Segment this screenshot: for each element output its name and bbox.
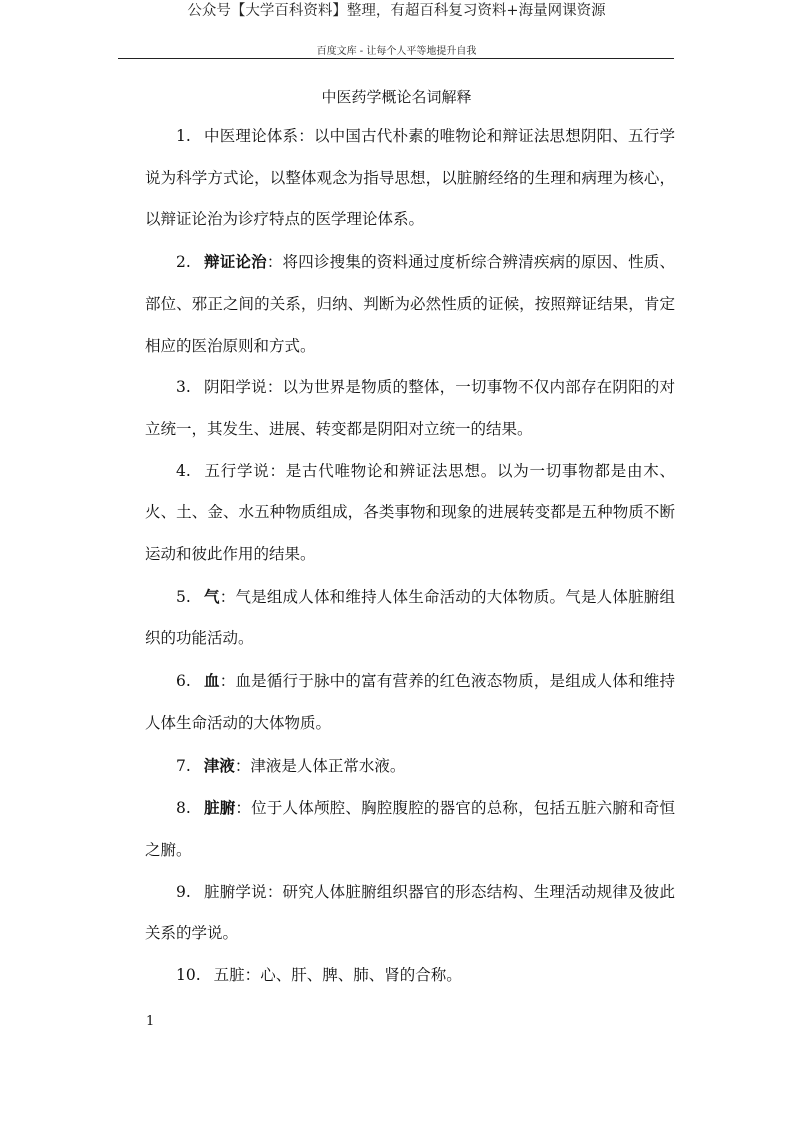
entry-number: 9.: [176, 882, 191, 901]
glossary-body: [145, 116, 675, 997]
top-banner: 公众号【大学百科资料】整理，有超百科复习资料+海量网课资源: [187, 3, 606, 19]
entry-separator: ：: [235, 799, 252, 818]
entry-definition: 以中国古代朴素的唯物论和辩证法思想阴阳、五行学说为科学方式论，以整体观念为指导思想，以脏腑经络的生理和病理为核心，以辩证论治为诊疗特点的医学理论体系。: [145, 127, 675, 229]
entry-term: 中医理论体系: [203, 127, 299, 145]
entry-separator: ：: [266, 378, 283, 397]
entry-definition: 将四诊搜集的资料通过度析综合辨清疾病的原因、性质、部位、邪正之间的关系，归纳、判断为必然性质的证候，按照辩证结果，肯定相应的医治原则和方式。: [145, 253, 675, 355]
glossary-entry: [145, 787, 675, 871]
entry-term: 脏腑: [203, 798, 236, 818]
glossary-entry: [145, 872, 675, 955]
entry-number: 10.: [176, 966, 201, 985]
glossary-entry: [145, 116, 675, 241]
glossary-entry: [145, 451, 675, 576]
entry-separator: ：: [219, 672, 236, 691]
entry-separator: ：: [266, 253, 283, 272]
entry-number: 7.: [176, 756, 191, 775]
entry-definition: 位于人体颅腔、胸腔腹腔的器官的总称，包括五脏六腑和奇恒之腑。: [145, 799, 675, 859]
glossary-entry: [145, 367, 675, 450]
entry-term: 血: [203, 671, 220, 691]
glossary-entry: [145, 955, 675, 997]
entry-term: 五行学说: [203, 461, 270, 480]
entry-number: 8.: [176, 799, 191, 818]
entry-definition: 是古代唯物论和辨证法思想。以为一切事物都是由木、火、土、金、水五种物质组成，各类事物和现象的进展转变都是五种物质不断运动和彼此作用的结果。: [145, 461, 675, 564]
entry-definition: 以为世界是物质的整体，一切事物不仅内部存在阴阳的对立统一，其发生、进展、转变都是阴阳对立统一的结果。: [145, 378, 675, 438]
glossary-entry: [145, 576, 675, 660]
document-title: 中医药学概论名词解释: [321, 88, 472, 106]
entry-number: 4.: [176, 461, 191, 480]
entry-term: 阴阳学说: [203, 378, 267, 397]
entry-separator: ：: [298, 127, 314, 145]
entry-separator: ：: [266, 882, 283, 901]
entry-term: 辩证论治: [203, 252, 267, 272]
entry-definition: 血是循行于脉中的富有营养的红色液态物质，是组成人体和维持人体生命活动的大体物质。: [145, 672, 675, 732]
entry-separator: ：: [244, 966, 261, 985]
entry-number: 1.: [176, 127, 191, 145]
entry-separator: ：: [269, 461, 286, 480]
page-number: 1: [146, 1014, 155, 1029]
header-rule: [118, 58, 674, 59]
entry-definition: 气是组成人体和维持人体生命活动的大体物质。气是人体脏腑组织的功能活动。: [145, 587, 675, 648]
entry-term: 脏腑学说: [203, 882, 267, 901]
entry-number: 2.: [176, 253, 191, 272]
entry-number: 3.: [176, 378, 191, 397]
entry-definition: 津液是人体正常水液。: [250, 756, 406, 775]
entry-definition: 心、肝、脾、肺、肾的合称。: [260, 966, 462, 985]
entry-number: 6.: [176, 672, 191, 691]
glossary-entry: [145, 745, 675, 788]
glossary-entry: [145, 241, 675, 367]
entry-term: 五脏: [213, 966, 245, 985]
entry-separator: ：: [219, 587, 236, 606]
entry-number: 5.: [176, 587, 191, 606]
entry-term: 津液: [203, 755, 235, 775]
glossary-entry: [145, 660, 675, 744]
running-header: 百度文库 - 让每个人平等地提升自我: [316, 46, 477, 57]
entry-separator: ：: [234, 756, 251, 775]
entry-definition: 研究人体脏腑组织器官的形态结构、生理活动规律及彼此关系的学说。: [145, 882, 675, 943]
entry-term: 气: [203, 586, 220, 606]
